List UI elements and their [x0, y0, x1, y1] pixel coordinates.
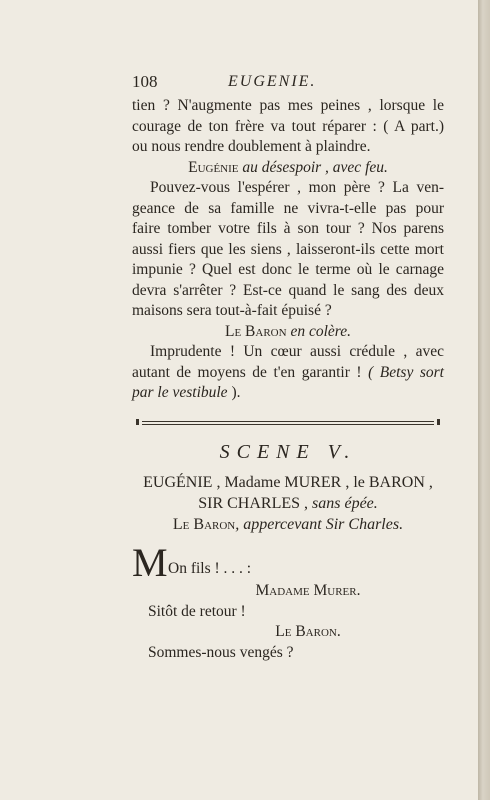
paragraph	[132, 178, 444, 322]
dialogue-line: Sommes-nous vengés ?	[148, 643, 294, 661]
text-line: faire tomber votre fils à son tour ? Nos parens	[132, 220, 444, 237]
speaker-name: Le Baron	[172, 516, 236, 533]
text-line: Pouvez-vous l'espérer , mon père ? La ven-	[150, 179, 444, 196]
text-line: maisons sera tout-à-fait épuisé ?	[132, 302, 332, 319]
page-number: 108	[132, 72, 158, 91]
cast-direction	[132, 514, 444, 535]
drop-cap: M	[132, 540, 168, 585]
text-line: courage de ton frère va tout réparer : ( A part.)	[132, 117, 444, 135]
text-line: geance de sa famille ne vivra-t-elle pas pour	[132, 199, 444, 217]
text-line: tien ? N'augmente pas mes peines , lorsque le	[132, 97, 444, 114]
paragraph	[132, 96, 444, 158]
speaker-heading	[132, 158, 444, 179]
stage-direction: au désespoir , avec feu.	[242, 158, 388, 176]
stage-direction: , appercevant Sir Charles.	[235, 516, 404, 533]
page-text	[132, 72, 444, 663]
ornamental-rule	[136, 418, 440, 428]
text-span: ).	[227, 384, 241, 401]
text-line	[132, 363, 444, 384]
text-line: aussi fiers que les siens , laisseront-ils cette mort	[132, 240, 444, 258]
text-line: Imprudente ! Un cœur aussi crédule , avec	[150, 343, 444, 360]
speaker-name: Eugénie	[188, 158, 239, 176]
cast-line	[132, 493, 444, 514]
text-line	[132, 383, 444, 404]
speaker-name: Le Baron	[225, 322, 287, 340]
stage-direction: sans épée.	[312, 495, 378, 512]
scene-title: SCENE V.	[219, 440, 357, 463]
opening-line	[132, 540, 444, 585]
paragraph	[132, 342, 444, 404]
speaker-name: Madame Murer.	[255, 582, 361, 599]
text-line: impunie ? Quel est donc le terme où le carnage	[132, 261, 444, 278]
stage-direction: par le vestibule	[132, 384, 228, 401]
stage-direction: en colère.	[290, 322, 351, 340]
running-title: EUGENIE.	[228, 73, 317, 90]
stage-direction: ( Betsy sort	[368, 363, 444, 381]
text-span: autant de moyens de t'en garantir !	[132, 363, 369, 381]
cast-names: SIR CHARLES ,	[198, 495, 313, 512]
text-line: devra s'arrêter ? Est-ce quand le sang des deux	[132, 281, 444, 299]
page-header	[132, 72, 444, 94]
speaker-heading	[132, 322, 444, 343]
text-line: ou nous rendre doublement à plaindre.	[132, 138, 371, 155]
adjacent-page-edge	[478, 0, 490, 800]
speaker-name: Le Baron.	[275, 623, 341, 640]
dialogue-line: On fils ! . . . :	[168, 560, 252, 577]
cast-line: EUGÉNIE , Madame MURER , le BARON ,	[143, 474, 433, 491]
dialogue-line: Sitôt de retour !	[148, 602, 246, 620]
